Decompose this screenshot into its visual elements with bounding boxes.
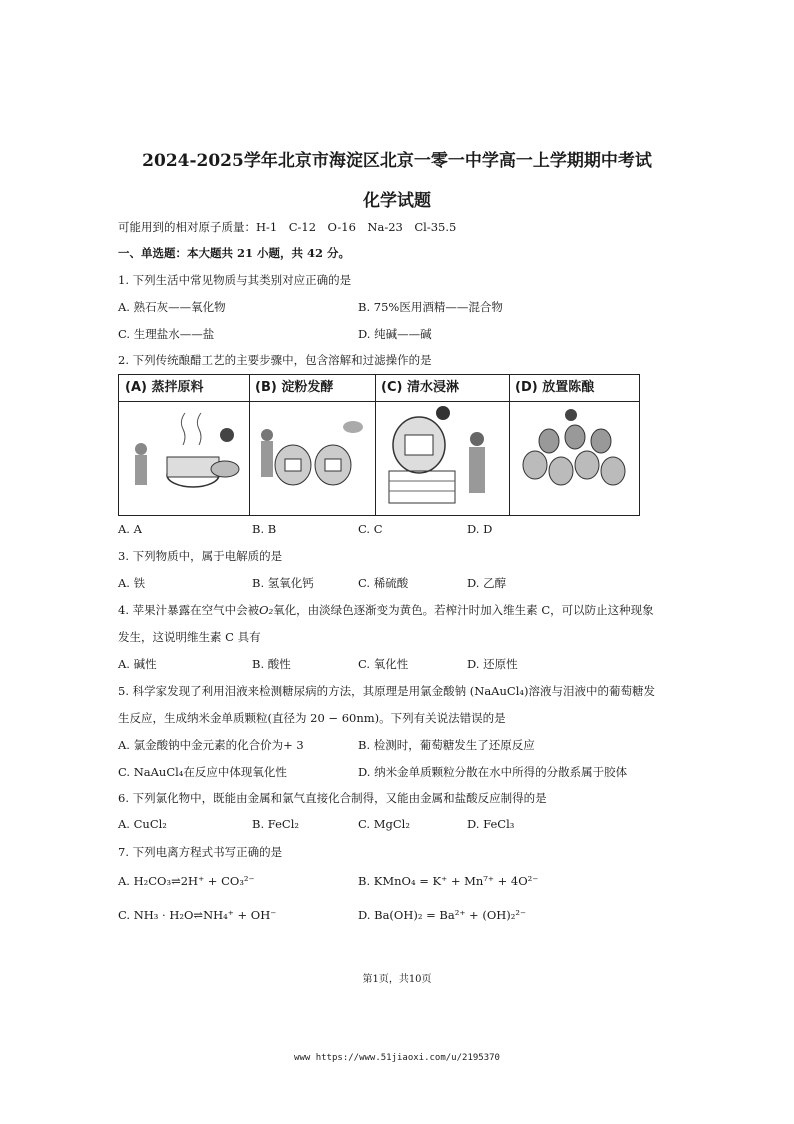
fermentation-illustration	[253, 405, 371, 509]
q2-stem: 2. 下列传统酿醋工艺的主要步骤中，包含溶解和过滤操作的是	[118, 353, 432, 367]
q5-option-a: A. 氯金酸钠中金元素的化合价为+ 3	[118, 738, 304, 752]
aging-illustration	[513, 405, 635, 509]
q7-option-d: D. Ba(OH)₂ = Ba²⁺ + (OH)₂²⁻	[358, 908, 527, 922]
q6-option-c: C. MgCl₂	[358, 817, 410, 831]
q3-option-a: A. 铁	[118, 576, 146, 590]
q5-line-2: 生反应，生成纳米金单质颗粒(直径为 20 − 60nm)。下列有关说法错误的是	[118, 711, 506, 725]
q1-option-c: C. 生理盐水——盐	[118, 327, 215, 341]
section-heading: 一、单选题：本大题共 21 小题，共 42 分。	[118, 246, 351, 260]
panel-c	[375, 375, 510, 515]
panel-a	[119, 375, 250, 515]
q5-line-1: 5. 科学家发现了利用泪液来检测糖尿病的方法，其原理是用氯金酸钠 (NaAuCl₄)溶液与泪液中的葡萄糖发	[118, 684, 655, 698]
q5-option-d: D. 纳米金单质颗粒分散在水中所得的分散系属于胶体	[358, 765, 628, 779]
panel-d	[509, 375, 639, 515]
panel-b	[249, 375, 376, 515]
q4-option-a: A. 碱性	[118, 657, 157, 671]
soaking-illustration	[379, 405, 505, 509]
q4-option-d: D. 还原性	[467, 657, 518, 671]
q4-option-b: B. 酸性	[252, 657, 291, 671]
q3-option-c: C. 稀硫酸	[358, 576, 409, 590]
page-title: 2024-2025学年北京市海淀区北京一零一中学高一上学期期中考试	[142, 151, 652, 171]
q4-option-c: C. 氧化性	[358, 657, 409, 671]
q4-line-1-chem: O₂	[259, 603, 274, 617]
q7-option-a: A. H₂CO₃⇌2H⁺ + CO₃²⁻	[118, 874, 255, 888]
q7-stem: 7. 下列电离方程式书写正确的是	[118, 845, 283, 859]
vinegar-process-figure	[118, 374, 640, 516]
panel-b-label: (B) 淀粉发酵	[249, 375, 375, 402]
q4-line-2: 发生，这说明维生素 C 具有	[118, 630, 261, 644]
q6-option-b: B. FeCl₂	[252, 817, 300, 831]
q3-option-d: D. 乙醇	[467, 576, 507, 590]
source-watermark: www https://www.51jiaoxi.com/u/2195370	[294, 1053, 500, 1063]
q2-option-d: D. D	[467, 522, 493, 536]
page-footer: 第1页，共10页	[362, 974, 432, 985]
q2-option-c: C. C	[358, 522, 383, 536]
q6-option-a: A. CuCl₂	[118, 817, 167, 831]
panel-c-label: (C) 清水浸淋	[375, 375, 509, 402]
steaming-illustration	[123, 405, 245, 509]
q6-stem: 6. 下列氯化物中，既能由金属和氯气直接化合制得，又能由金属和盐酸反应制得的是	[118, 791, 547, 805]
q3-stem: 3. 下列物质中，属于电解质的是	[118, 549, 283, 563]
q5-option-c: C. NaAuCl₄在反应中体现氧化性	[118, 765, 287, 779]
q1-stem: 1. 下列生活中常见物质与其类别对应正确的是	[118, 273, 352, 287]
q1-option-b: B. 75%医用酒精——混合物	[358, 300, 503, 314]
q1-option-d: D. 纯碱——碱	[358, 327, 432, 341]
q3-option-b: B. 氢氧化钙	[252, 576, 314, 590]
q4-line-1-post: 氧化，由淡绿色逐渐变为黄色。若榨汁时加入维生素 C，可以防止这种现象	[273, 603, 654, 617]
panel-d-label: (D) 放置陈酿	[509, 375, 639, 402]
page-subtitle: 化学试题	[363, 191, 431, 211]
q6-option-d: D. FeCl₃	[467, 817, 515, 831]
q7-option-c: C. NH₃ · H₂O⇌NH₄⁺ + OH⁻	[118, 908, 277, 922]
panel-a-label: (A) 蒸拌原料	[119, 375, 249, 402]
q2-option-b: B. B	[252, 522, 277, 536]
q4-line-1-pre: 4. 苹果汁暴露在空气中会被	[118, 603, 260, 617]
q7-option-b: B. KMnO₄ = K⁺ + Mn⁷⁺ + 4O²⁻	[358, 874, 539, 888]
q5-option-b: B. 检测时，葡萄糖发生了还原反应	[358, 738, 535, 752]
q4-line-1	[118, 602, 654, 618]
atomic-mass-note: 可能用到的相对原子质量：H-1 C-12 O-16 Na-23 Cl-35.5	[118, 220, 457, 234]
q2-option-a: A. A	[118, 522, 142, 536]
q1-option-a: A. 熟石灰——氧化物	[118, 300, 226, 314]
